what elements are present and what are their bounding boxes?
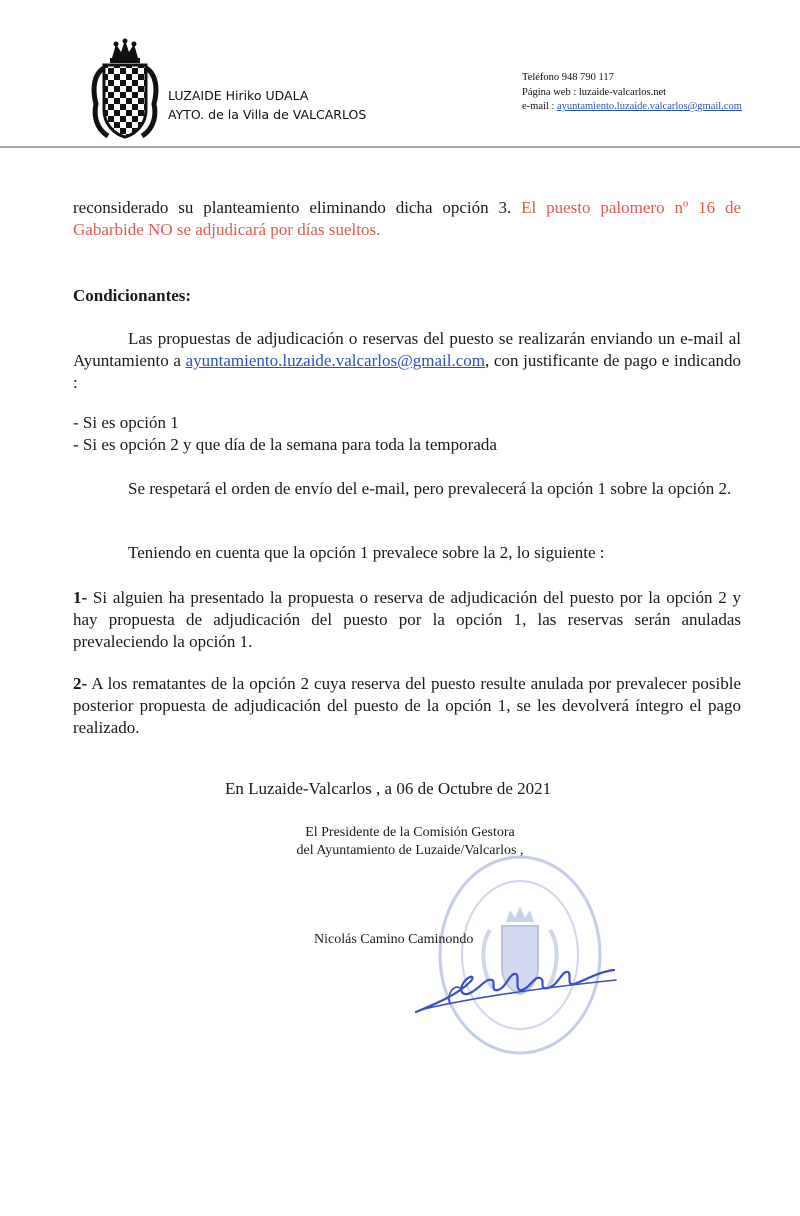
item-text: Si alguien ha presentado la propuesta o reserva de adjudicación del puesto por la opción 2 y hay propuesta de adjudicación del puesto por la opción 1, las reservas serán anuladas prevaleciendo la opción 1. xyxy=(73,588,741,651)
email-link[interactable]: ayuntamiento.luzaide.valcarlos@gmail.com xyxy=(557,101,742,112)
conditions-heading: Condicionantes: xyxy=(73,286,192,305)
paragraph-continuation xyxy=(73,197,741,241)
signatory-title-line2: del Ayuntamiento de Luzaide/Valcarlos , xyxy=(296,843,524,858)
website: Página web : luzaide-valcarlos.net xyxy=(522,86,667,98)
highlighted-notice: El puesto palomero nº 16 de Gabarbide NO se adjudicará por días sueltos. xyxy=(73,198,741,239)
paragraph-submission-end: , con justificante de pago e indicando : xyxy=(73,351,742,392)
list-item: - Si es opción 1 xyxy=(73,413,179,432)
coat-of-arms-icon xyxy=(90,38,160,140)
item-number: 1- xyxy=(73,588,88,607)
paragraph-submission xyxy=(73,328,741,394)
organization-name xyxy=(168,86,366,124)
paragraph-consideration: Teniendo en cuenta que la opción 1 prevalece sobre la 2, lo siguiente : xyxy=(128,543,605,562)
signatory-name: Nicolás Camino Caminondo xyxy=(314,932,474,947)
email-label: e-mail : xyxy=(522,101,555,112)
official-stamp-icon xyxy=(430,850,610,1060)
numbered-item-1 xyxy=(73,587,741,653)
handwritten-signature-icon xyxy=(410,958,625,1020)
item-text: A los rematantes de la opción 2 cuya reserva del puesto resulte anulada por prevalecer posible posterior propuesta de adjudicación del puesto de la opción 1, se les devolverá íntegro el pago realizado. xyxy=(73,674,742,737)
item-number: 2- xyxy=(73,674,88,693)
signatory-title-line1: El Presidente de la Comisión Gestora xyxy=(305,825,515,840)
contact-block xyxy=(522,71,742,115)
header-divider xyxy=(0,146,800,148)
numbered-item-2 xyxy=(73,673,741,739)
signatory-title xyxy=(270,824,550,860)
list-item: - Si es opción 2 y que día de la semana para toda la temporada xyxy=(73,435,497,454)
body-email-link[interactable]: ayuntamiento.luzaide.valcarlos@gmail.com xyxy=(185,351,485,370)
email-row xyxy=(522,100,742,115)
org-name-line1: LUZAIDE Hiriko UDALA xyxy=(168,88,309,103)
phone-number: Teléfono 948 790 117 xyxy=(522,72,614,83)
paragraph-continuation-text: reconsiderado su planteamiento eliminando dicha opción 3. xyxy=(73,198,512,217)
place-and-date: En Luzaide-Valcarlos , a 06 de Octubre de 2021 xyxy=(225,779,552,798)
org-name-line2: AYTO. de la Villa de VALCARLOS xyxy=(168,107,367,122)
options-list xyxy=(73,412,741,456)
paragraph-priority: Se respetará el orden de envío del e-mail, pero prevalecerá la opción 1 sobre la opción 2. xyxy=(128,479,732,498)
paragraph-submission-text: Las propuestas de adjudicación o reservas del puesto se realizarán enviando un e-mail al Ayuntamiento a xyxy=(73,329,741,370)
